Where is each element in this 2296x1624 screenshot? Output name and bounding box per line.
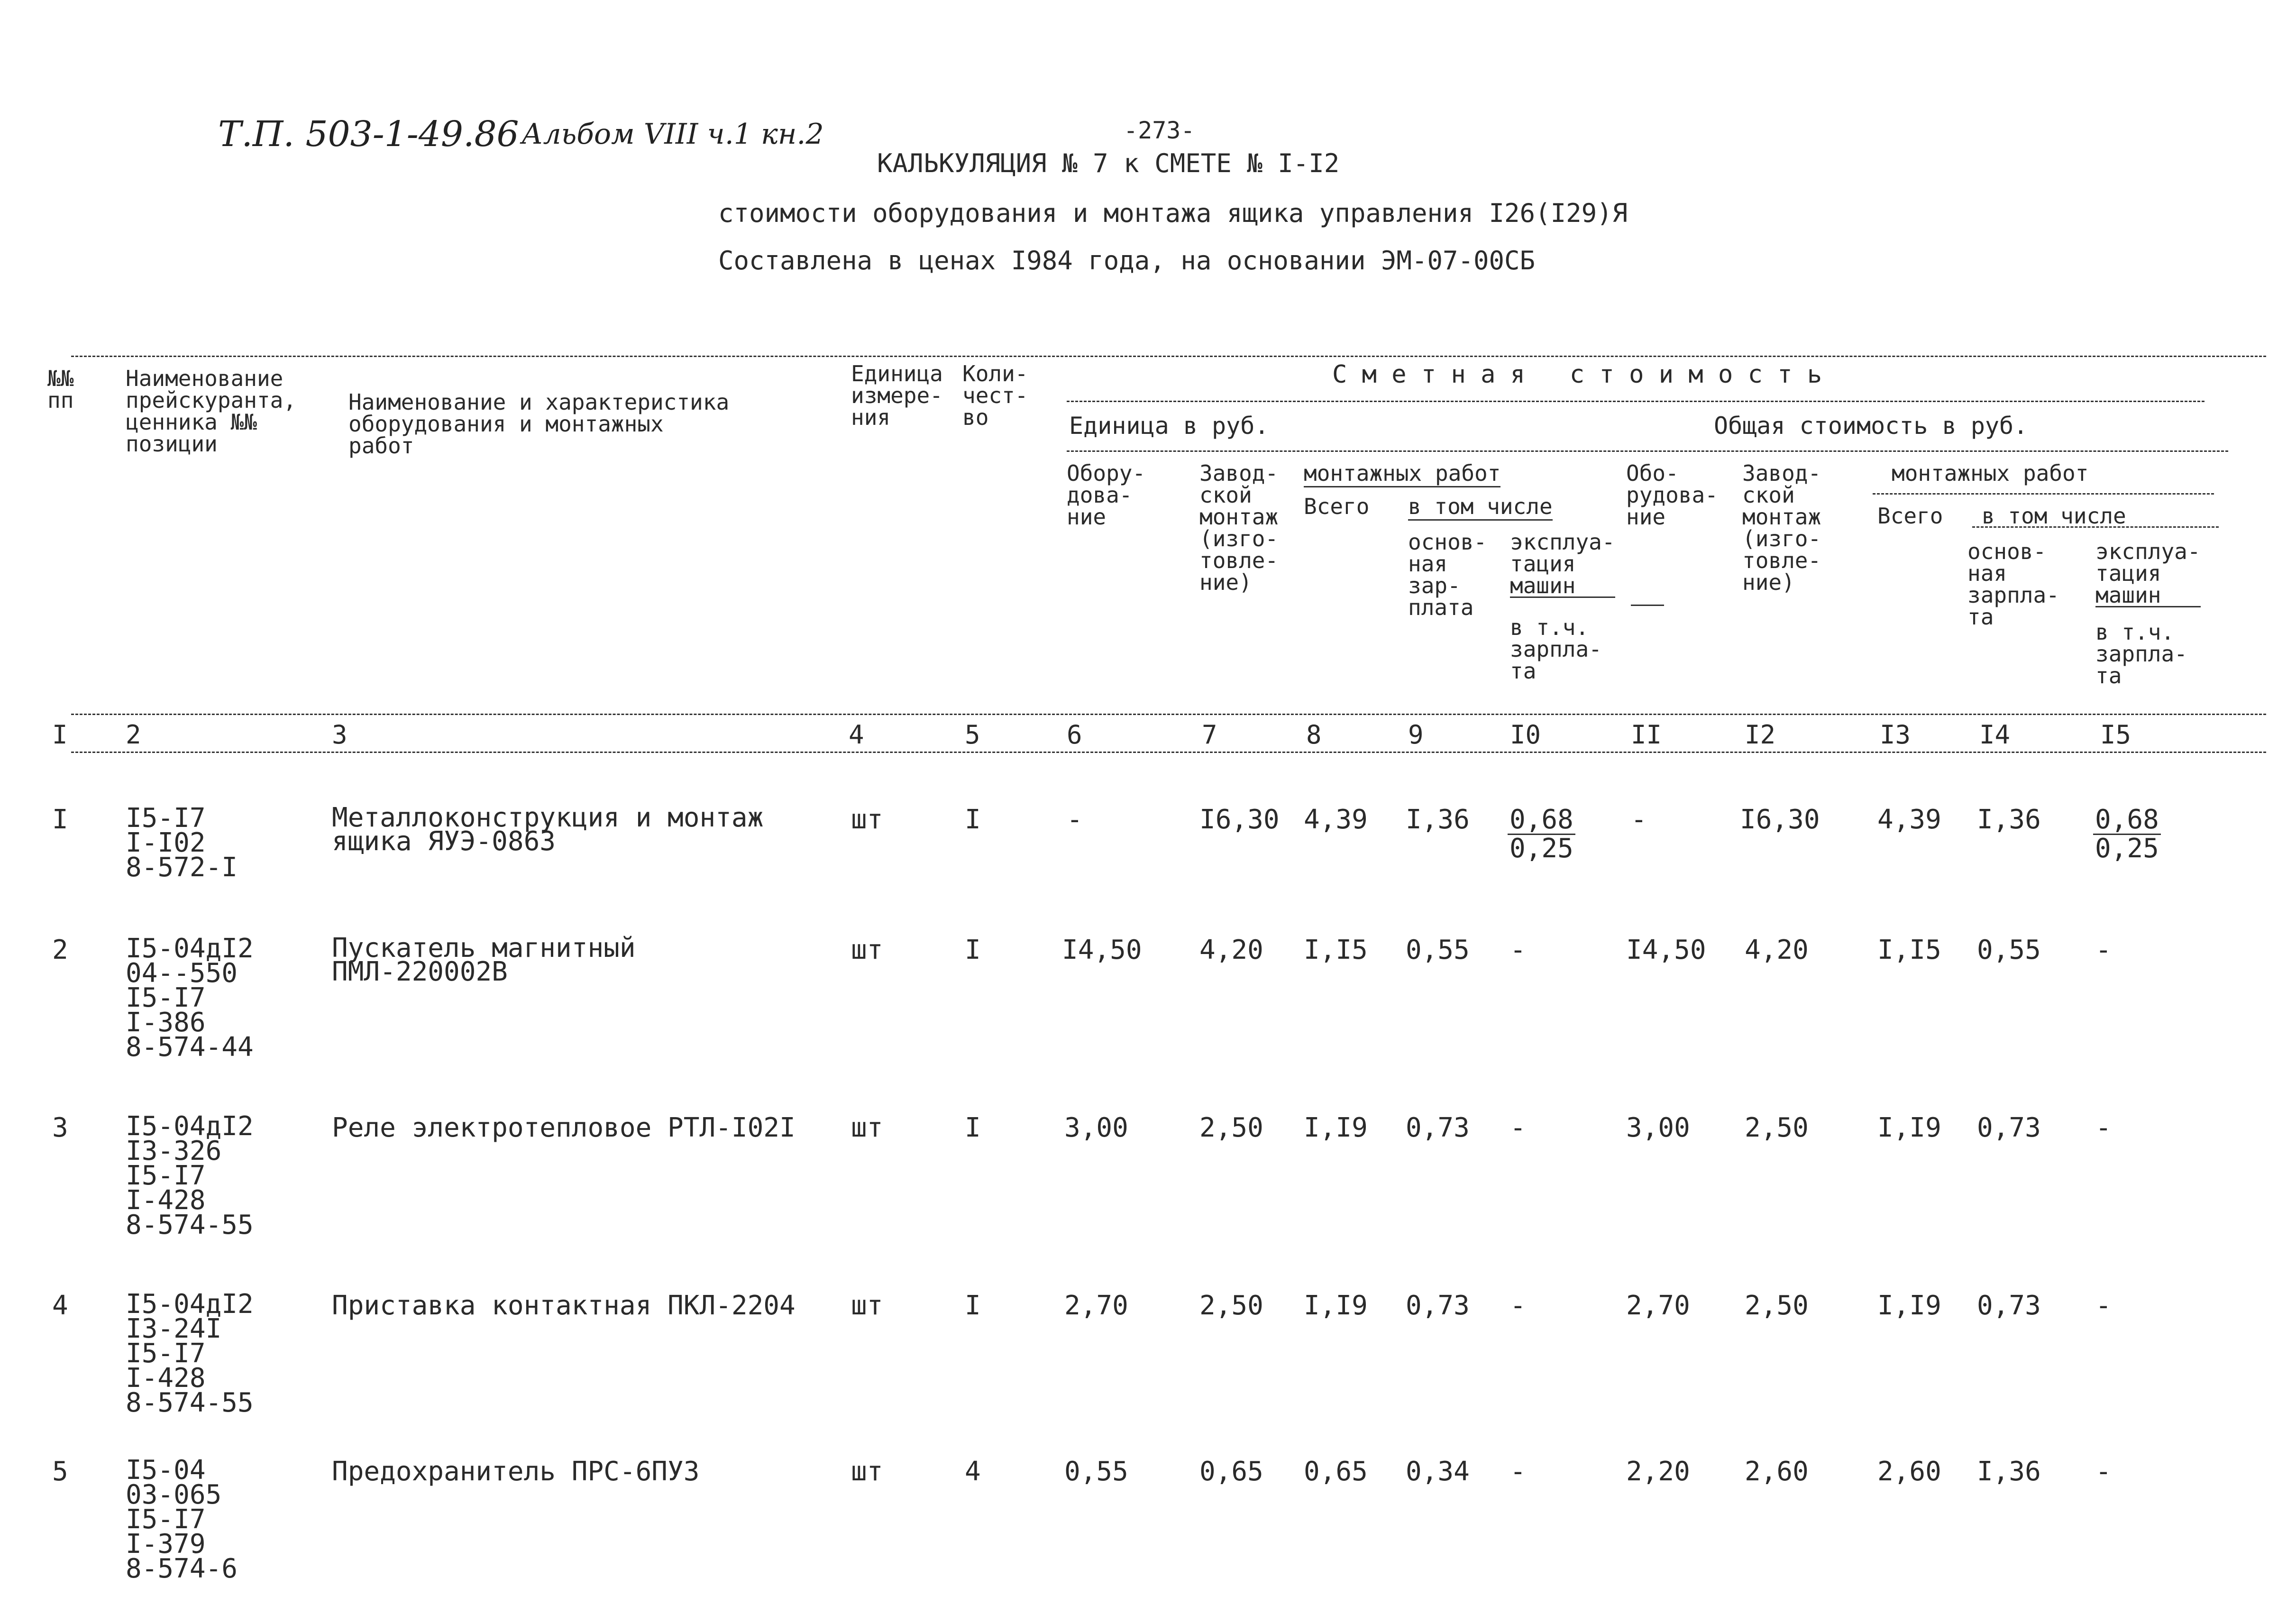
smeta-rule: [1067, 401, 2205, 402]
vsego-header: Всего: [1304, 494, 1370, 519]
table-row-unit: шт: [851, 804, 883, 835]
cell-factory-total: 2,60: [1745, 1456, 1809, 1487]
osn-total-header: основ- ная зарпла- та: [1967, 539, 2059, 630]
album-label: Альбом VIII ч.1 кн.2: [521, 118, 824, 151]
cell-factory: 4,20: [1199, 935, 1263, 965]
table-row-qty: 4: [965, 1456, 981, 1487]
factory-total-header: Завод- ской монтаж (изго- товле- ние): [1742, 460, 1821, 595]
unit-group-header: Единица в руб.: [1069, 412, 1269, 440]
cell-vsego-total: 4,39: [1877, 804, 1941, 835]
cell-vsego-total: I,I9: [1877, 1112, 1941, 1143]
table-row-name: Металлоконструкция и монтаж ящика ЯУЭ-0863: [332, 802, 764, 857]
expl-total-header: эксплуа- тация машин: [2095, 539, 2201, 608]
cell-factory: 2,50: [1199, 1290, 1263, 1321]
cell-osn: 0,73: [1406, 1290, 1470, 1321]
cell-expl: $\frac{0,68}{0,25}$: [1508, 806, 1575, 862]
cell-factory: 0,65: [1199, 1456, 1263, 1487]
cell-equipment-total: -: [1631, 804, 1647, 835]
colnum-11: II: [1631, 720, 1662, 750]
table-row-qty: I: [965, 804, 981, 835]
vsego-total-header: Всего: [1877, 503, 1943, 529]
cell-vsego-total: I,I9: [1877, 1290, 1941, 1321]
cell-vsego-total: 2,60: [1877, 1456, 1941, 1487]
cell-equipment-total: 3,00: [1626, 1112, 1690, 1143]
cell-osn-total: 0,73: [1977, 1112, 2041, 1143]
colnum-10: I0: [1510, 720, 1541, 750]
cell-vsego: I,I9: [1304, 1290, 1368, 1321]
table-row-name: Предохранитель ПРС-6ПУЗ: [332, 1456, 700, 1487]
table-row-unit: шт: [851, 1456, 883, 1487]
colnum-15: I5: [2100, 720, 2131, 750]
table-row-num: 4: [52, 1290, 68, 1321]
vtch-total-header: в т.ч. зарпла- та: [2095, 619, 2187, 688]
osn-header: основ- ная зар- плата: [1408, 529, 1487, 620]
cell-expl: -: [1510, 935, 1526, 965]
cell-factory-total: 2,50: [1745, 1112, 1809, 1143]
colnum-13: I3: [1880, 720, 1911, 750]
cell-equipment: -: [1067, 804, 1083, 835]
cell-expl: -: [1510, 1290, 1526, 1321]
colnum-4: 4: [849, 720, 864, 750]
expl-header: эксплуа- тация машин: [1510, 529, 1615, 598]
group-rule: [1067, 450, 2228, 452]
cell-vsego: 4,39: [1304, 804, 1368, 835]
cell-vsego: I,I9: [1304, 1112, 1368, 1143]
cell-vsego: I,I5: [1304, 935, 1368, 965]
cell-factory-total: 2,50: [1745, 1290, 1809, 1321]
equipment-total-header: Обо- рудова- ние: [1626, 460, 1718, 530]
doc-subtitle: стоимости оборудования и монтажа ящика управления I26(I29)Я: [718, 198, 1628, 228]
cell-osn-total: 0,73: [1977, 1290, 2041, 1321]
colnum-14: I4: [1979, 720, 2011, 750]
cell-expl: -: [1510, 1456, 1526, 1487]
table-row-num: 5: [52, 1456, 68, 1487]
montage-total-rule: [1873, 493, 2214, 495]
table-row-codes: I5-04дI2 I3-24I I5-I7 I-428 8-574-55: [126, 1289, 254, 1418]
col-num-header: №№ пп: [47, 366, 74, 413]
colnum-9: 9: [1408, 720, 1424, 750]
table-row-qty: I: [965, 935, 981, 965]
cell-osn-total: I,36: [1977, 804, 2041, 835]
vtom-total-rule: [1972, 526, 2219, 528]
header-bottom-rule: [71, 752, 2266, 753]
cell-osn-total: 0,55: [1977, 935, 2041, 965]
col-name-header: Наименование и характеристика оборудования и монтажных работ: [348, 389, 730, 459]
montage-total-header: монтажных работ: [1892, 460, 2089, 486]
cell-equipment: 3,00: [1064, 1112, 1128, 1143]
cell-osn: 0,34: [1406, 1456, 1470, 1487]
cell-equipment: 2,70: [1064, 1290, 1128, 1321]
cell-factory-total: I6,30: [1740, 804, 1820, 835]
table-row-codes: I5-I7 I-I02 8-572-I: [126, 803, 238, 883]
cell-osn-total: I,36: [1977, 1456, 2041, 1487]
col-pricelist-header: Наименование прейскуранта, ценника №№ позиции: [126, 366, 297, 457]
col-unit-header: Единица измере- ния: [851, 361, 943, 430]
vtom-header: в том числе: [1408, 495, 1553, 517]
colnum-5: 5: [965, 720, 980, 750]
cell-vsego-total: I,I5: [1877, 935, 1941, 965]
table-row-codes: I5-04дI2 I3-326 I5-I7 I-428 8-574-55: [126, 1111, 254, 1240]
table-row-num: 3: [52, 1112, 68, 1143]
cell-expl-total: -: [2095, 1456, 2112, 1487]
equipment-header: Обору- дова- ние: [1067, 460, 1146, 530]
table-row-codes: I5-04 03-065 I5-I7 I-379 8-574-6: [126, 1455, 238, 1584]
total-group-header: Общая стоимость в руб.: [1714, 412, 2028, 440]
table-row-qty: I: [965, 1290, 981, 1321]
table-row-name: Пускатель магнитный ПМЛ-220002В: [332, 933, 636, 987]
table-row-unit: шт: [851, 1290, 883, 1321]
colnum-1: I: [52, 720, 68, 750]
table-row-qty: I: [965, 1112, 981, 1143]
table-row-num: I: [52, 804, 68, 835]
vtch-header: в т.ч. зарпла- та: [1510, 615, 1602, 684]
vtom-total-header: в том числе: [1982, 503, 2126, 529]
cell-equipment-total: I4,50: [1626, 935, 1706, 965]
cell-osn: 0,73: [1406, 1112, 1470, 1143]
page-number: -273-: [1124, 117, 1195, 144]
cell-expl-total: $\frac{0,68}{0,25}$: [2093, 806, 2161, 862]
table-row-unit: шт: [851, 935, 883, 965]
colnum-3: 3: [332, 720, 348, 750]
cell-equipment-total: 2,20: [1626, 1456, 1690, 1487]
smeta-header: С м е т н а я с т о и м о с т ь: [1332, 360, 1822, 389]
cell-expl: -: [1510, 1112, 1526, 1143]
montage-header: монтажных работ: [1304, 462, 1500, 484]
table-row-name: Приставка контактная ПКЛ-2204: [332, 1290, 796, 1321]
cell-expl-total: -: [2095, 1290, 2112, 1321]
colnum-6: 6: [1067, 720, 1082, 750]
cell-osn: 0,55: [1406, 935, 1470, 965]
col-qty-header: Коли- чест- во: [962, 361, 1028, 430]
cell-factory: I6,30: [1199, 804, 1280, 835]
header-mid-rule: [71, 714, 2266, 715]
colnum-7: 7: [1202, 720, 1217, 750]
cell-equipment: 0,55: [1064, 1456, 1128, 1487]
cell-vsego: 0,65: [1304, 1456, 1368, 1487]
stamp-number: Т.П. 503-1-49.86: [218, 114, 519, 155]
table-row-unit: шт: [851, 1112, 883, 1143]
colnum-8: 8: [1306, 720, 1322, 750]
cell-expl-total: -: [2095, 935, 2112, 965]
cell-equipment-total: 2,70: [1626, 1290, 1690, 1321]
table-row-codes: I5-04дI2 04--550 I5-I7 I-386 8-574-44: [126, 933, 254, 1063]
factory-header: Завод- ской монтаж (изго- товле- ние): [1199, 460, 1279, 595]
doc-title: КАЛЬКУЛЯЦИЯ № 7 к СМЕТЕ № I-I2: [877, 148, 1340, 178]
cell-expl-total: -: [2095, 1112, 2112, 1143]
cell-factory-total: 4,20: [1745, 935, 1809, 965]
cell-equipment: I4,50: [1062, 935, 1142, 965]
header-top-rule: [71, 356, 2266, 357]
colnum-2: 2: [126, 720, 141, 750]
cell-factory: 2,50: [1199, 1112, 1263, 1143]
table-row-num: 2: [52, 935, 68, 965]
table-row-name: Реле электротепловое РТЛ-I02I: [332, 1112, 796, 1143]
doc-basis: Составлена в ценах I984 года, на основании ЭМ-07-00СБ: [718, 246, 1536, 275]
colnum-12: I2: [1745, 720, 1776, 750]
equipment-total-mark: [1631, 605, 1664, 606]
cell-osn: I,36: [1406, 804, 1470, 835]
